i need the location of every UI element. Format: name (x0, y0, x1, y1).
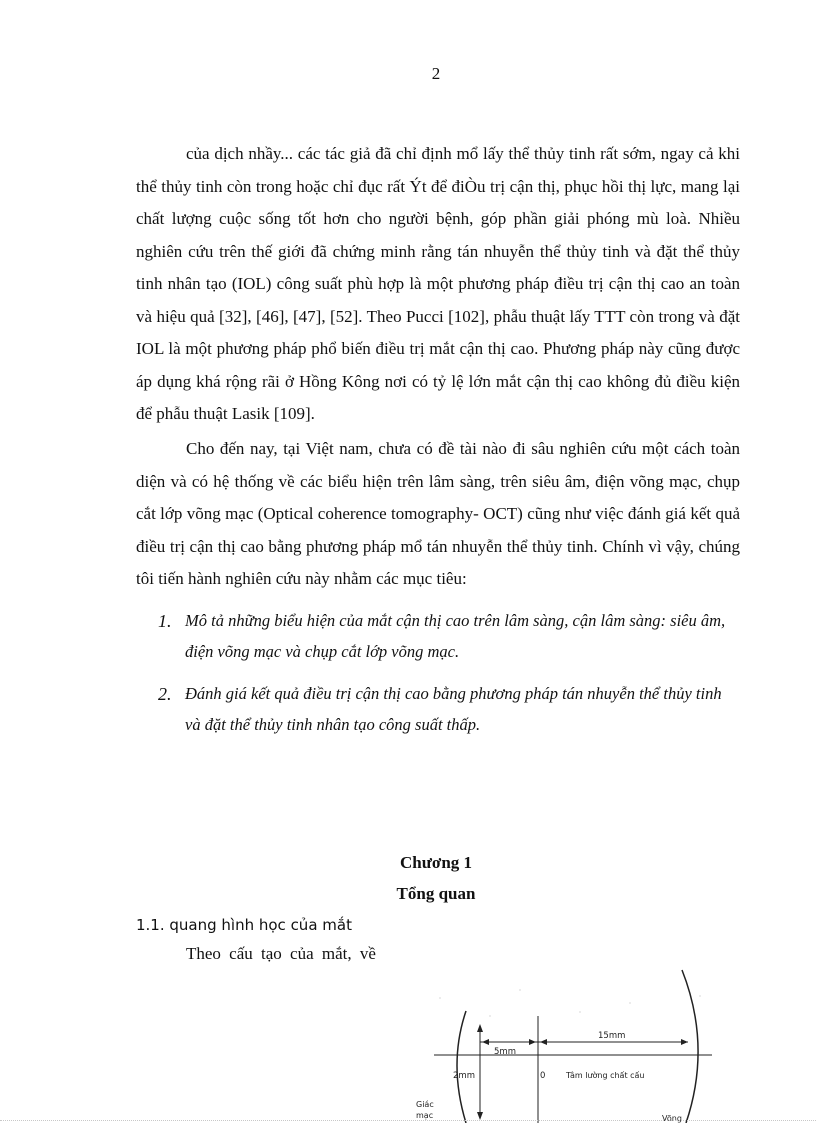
objective-number: 1. (158, 611, 172, 631)
section-heading: 1.1. quang hình học của mắt (136, 916, 352, 934)
label-zero: 0 (540, 1071, 546, 1081)
label-cornea-2: mạc (416, 1111, 434, 1120)
objective-item-2 (158, 678, 740, 740)
objective-number: 2. (158, 684, 172, 704)
objective-text: Mô tả những biểu hiện của mắt cận thị cao trên lâm sàng, cận lâm sàng: siêu âm, điện võng mạc và chụp cắt lớp võng mạc. (185, 611, 726, 661)
chapter-number: Chương 1 (399, 853, 473, 872)
body-paragraph-2: Cho đến nay, tại Việt nam, chưa có đề tài nào đi sâu nghiên cứu một cách toàn diện và có hệ thống về các biểu hiện trên lâm sàng, trên siêu âm, điện võng mạc, chụp cắt lớp võng mạc (Optical coherence tomography- OCT) cũng như việc đánh giá kết quả điều trị cận thị cao bằng phương pháp mổ tán nhuyễn thể thủy tinh. Chính vì vậy, chúng tôi tiến hành nghiên cứu này nhằm các mục tiêu: (136, 439, 740, 588)
label-retina: Võng (662, 1114, 682, 1123)
body-paragraph-1: của dịch nhầy... các tác giả đã chỉ định mổ lấy thể thủy tinh rất sớm, ngay cả khi thể thủy tinh còn trong hoặc chỉ đục rất Ýt để điÒu trị cận thị, phục hồi thị lực, mang lại chất lượng cuộc sống tốt hơn cho người bệnh, góp phần giải phóng mù loà. Nhiều nghiên cứu trên thế giới đã chứng minh rằng tán nhuyễn thể thủy tinh và đặt thể thủy tinh nhân tạo (IOL) công suất phù hợp là một phương pháp điều trị cận thị cao an toàn và hiệu quả [32], [46], [47], [52]. Theo Pucci [102], phẫu thuật lấy TTT còn trong và đặt IOL là một phương pháp phổ biến điều trị mắt cận thị cao. Phương pháp này cũng được áp dụng khá rộng rãi ở Hồng Kông nơi có tỷ lệ lớn mắt cận thị cao không đủ điều kiện để phẫu thuật Lasik [109]. (136, 144, 740, 423)
label-2mm: 2mm (453, 1071, 475, 1081)
cornea-arc (457, 1011, 466, 1123)
retina-arc (682, 970, 698, 1123)
chapter-title: Tổng quan (396, 884, 476, 903)
body-text-fragment: Theo cấu tạo của mắt, về (186, 944, 376, 963)
page-bottom-divider (0, 1120, 816, 1121)
eye-optics-diagram (400, 968, 720, 1123)
label-center: Tâm lường chất cấu (566, 1071, 645, 1080)
label-cornea-1: Giác (416, 1100, 434, 1109)
objective-text: Đánh giá kết quả điều trị cận thị cao bằng phương pháp tán nhuyễn thể thủy tinh và đặt thể thủy tinh nhân tạo công suất thấp. (185, 684, 722, 734)
label-15mm: 15mm (598, 1031, 626, 1041)
label-5mm: 5mm (494, 1047, 516, 1057)
objective-item-1 (158, 605, 740, 667)
page-number: 2 (431, 64, 441, 83)
